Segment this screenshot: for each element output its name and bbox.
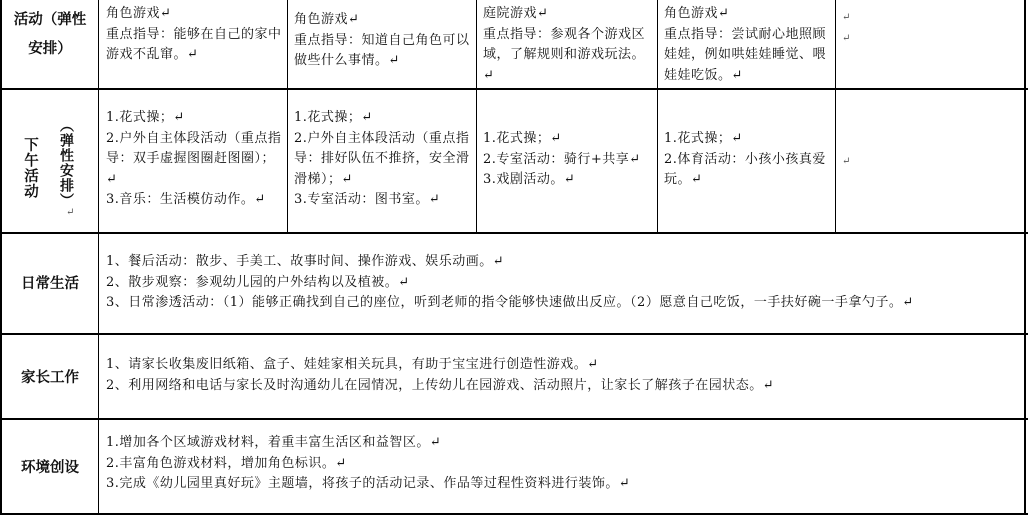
parents-line: 1、请家长收集废旧纸箱、盒子、娃娃家相关玩具，有助于宝宝进行创造性游戏。↵ xyxy=(106,357,599,372)
environment-line: 2.丰富角色游戏材料，增加角色标识。↵ xyxy=(106,455,347,471)
column-divider xyxy=(287,0,288,232)
row-header-afternoon: 下午活动 xyxy=(22,137,38,199)
afternoon-cell-wed: 1.花式操；↵ 2.专室活动：骑行+共享↵ 3.戏剧活动。↵ xyxy=(483,131,641,187)
afternoon-cell-fri: ↵ xyxy=(842,156,851,167)
row-divider xyxy=(0,232,1028,234)
column-divider xyxy=(476,0,477,232)
daily-content xyxy=(106,252,1021,314)
row-header-activity xyxy=(2,6,98,64)
row-header-environment: 环境创设 xyxy=(21,460,79,476)
row-header-afternoon-mark: ↵ xyxy=(66,207,75,218)
column-divider xyxy=(835,0,836,232)
row-header-activity-line2: 安排） xyxy=(28,41,72,57)
environment-line: 3.完成《幼儿园里真好玩》主题墙，将孩子的活动记录、作品等过程性资料进行装饰。↵ xyxy=(106,476,631,491)
afternoon-cell-mon: 1.花式操；↵ 2.户外自主体段活动（重点指导：双手虚握图圈赶图圈）；↵ 3.音乐：生活模仿动作。↵ xyxy=(106,110,282,207)
activity-cell-fri: ↵ ↵ xyxy=(842,12,851,44)
row-divider xyxy=(0,418,1028,420)
row-divider xyxy=(0,333,1028,335)
row-header-parents: 家长工作 xyxy=(21,370,79,386)
activity-cell-mon: 角色游戏↵ 重点指导：能够在自己的家中游戏不乱窜。↵ xyxy=(106,6,282,62)
parents-content xyxy=(106,355,1021,396)
row-header-activity-line1: 活动（弹性 xyxy=(13,12,87,28)
table-left-border xyxy=(0,0,2,515)
activity-cell-tue: 角色游戏↵ 重点指导：知道自己角色可以做些什么事情。↵ xyxy=(294,12,470,68)
environment-content xyxy=(106,433,1021,495)
row-header-daily: 日常生活 xyxy=(21,276,79,292)
table-right-border xyxy=(1024,0,1026,515)
parents-line: 2、利用网络和电话与家长及时沟通幼儿在园情况，上传幼儿在园游戏、活动照片，让家长了解孩子在园状态。↵ xyxy=(106,377,775,393)
row-header-afternoon-sub: （弹性安排） xyxy=(58,118,74,208)
daily-line: 1、餐后活动：散步、手美工、故事时间、操作游戏、娱乐动画。↵ xyxy=(106,254,505,269)
afternoon-cell-tue: 1.花式操；↵ 2.户外自主体段活动（重点指导：排好队伍不推挤，安全滑滑梯）；↵ 3.专室活动：图书室。↵ xyxy=(294,110,470,207)
afternoon-cell-thu: 1.花式操；↵ 2.体育活动：小孩小孩真爱玩。↵ xyxy=(664,131,826,187)
row-divider xyxy=(0,88,1028,90)
daily-line: 3、日常渗透活动：（1）能够正确找到自己的座位，听到老师的指令能够快速做出反应。（2）愿意自己吃饭，一手扶好碗一手拿勺子。↵ xyxy=(106,295,914,310)
daily-line: 2、散步观察：参观幼儿园的户外结构以及植被。↵ xyxy=(106,274,410,290)
activity-cell-thu: 角色游戏↵ 重点指导：尝试耐心地照顾娃娃，例如哄娃娃睡觉、喂娃娃吃饭。↵ xyxy=(664,6,827,83)
column-divider xyxy=(98,0,99,515)
column-divider xyxy=(657,0,658,232)
environment-line: 1.增加各个区域游戏材料，着重丰富生活区和益智区。↵ xyxy=(106,435,442,450)
activity-cell-wed: 庭院游戏↵ 重点指导：参观各个游戏区域，了解规则和游戏玩法。↵ xyxy=(483,6,646,83)
